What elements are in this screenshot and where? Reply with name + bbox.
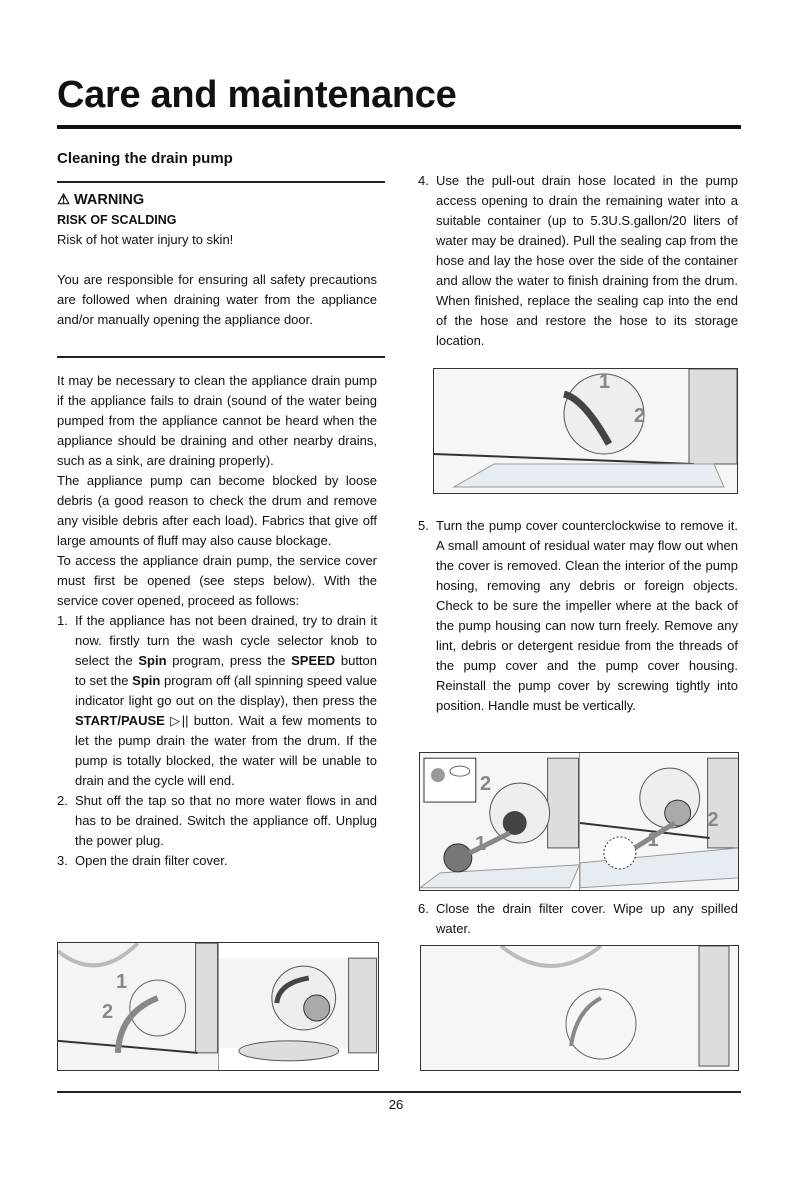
step-text-bold: SPEED <box>291 653 336 668</box>
step-text-bold: Spin <box>138 653 167 668</box>
step-text-bold: Spin <box>132 673 161 688</box>
step-3 <box>57 851 377 871</box>
figure-panel <box>434 369 737 493</box>
figure-label-1: 1 <box>475 833 487 855</box>
step-text: Open the drain filter cover. <box>75 853 228 868</box>
page-number: 26 <box>388 1097 404 1112</box>
step-text: program, press the <box>166 653 292 668</box>
step-5 <box>418 516 738 716</box>
figure-panel <box>420 753 579 890</box>
pump-cover-open-illustration <box>219 943 379 1070</box>
figure-label-2: 2 <box>707 809 719 831</box>
right-column-step4 <box>418 171 738 351</box>
figure-label-1: 1 <box>647 829 659 851</box>
step-text-bold: START/PAUSE <box>75 713 165 728</box>
intro-text <box>57 371 377 871</box>
figure-panel <box>218 943 379 1070</box>
washer-cover-illustration <box>58 943 218 1070</box>
figure-pump-cover <box>419 752 739 891</box>
figure-label-2: 2 <box>102 1001 114 1023</box>
remove-pump-cover-illustration <box>420 753 579 890</box>
warning-label: WARNING <box>74 192 145 208</box>
title-rule <box>57 125 741 129</box>
step-text: Turn the pump cover counterclockwise to remove it. A small amount of residual water may flow out when the cover is removed. Clean the interior of the pump hosing, removing any debris or foreign objects. Check to be sure the impeller where at the back of the pump housing can now turn freely. Remove any lint, debris or detergent residue from the threads of the pump cover and the pump cover housing. Reinstall the pump cover by screwing tightly into position. Handle must be vertically. <box>436 518 738 713</box>
step-number: 3. <box>57 853 68 868</box>
warning-box <box>57 190 377 330</box>
figure-panel <box>579 753 739 890</box>
step-1 <box>57 611 377 791</box>
step-text: program off (all spinning speed value indicator light go out on the display), then press the <box>75 673 377 708</box>
steps-list-left <box>57 611 377 871</box>
page-title: Care and maintenance <box>57 74 457 116</box>
warning-body: You are responsible for ensuring all safety precautions are followed when draining water from the appliance and/or manually opening the appliance door. <box>57 272 377 327</box>
warning-triangle-icon: ⚠ <box>57 192 70 208</box>
close-cover-illustration <box>421 946 738 1070</box>
figure-label-1: 1 <box>116 971 128 993</box>
footer-rule <box>57 1091 741 1093</box>
step-number: 4. <box>418 173 429 188</box>
section-title: Cleaning the drain pump <box>57 150 233 167</box>
risk-title: RISK OF SCALDING <box>57 213 177 227</box>
step-text: button to set the <box>75 653 377 688</box>
step-text: Close the drain filter cover. Wipe up any spilled water. <box>436 901 738 936</box>
warning-bottom-rule <box>57 356 385 358</box>
figure-close-cover <box>420 945 739 1071</box>
warning-top-rule <box>57 181 385 183</box>
drain-hose-illustration <box>434 369 737 493</box>
figure-open-cover <box>57 942 379 1071</box>
right-column-step5 <box>418 516 738 716</box>
figure-label-1: 1 <box>599 371 611 393</box>
intro-paragraph: To access the appliance drain pump, the service cover must first be opened (see steps below). With the service cover opened, proceed as follows: <box>57 553 377 608</box>
step-text: Use the pull-out drain hose located in the pump access opening to drain the remaining water into a suitable container (up to 5.3U.S.gallon/20 liters of water may be drained). Pull the sealing cap from the hose and lay the hose over the side of the container and allow the water to finish draining from the drum. When finished, replace the sealing cap into the end of the hose and restore the hose to its storage location. <box>436 173 738 348</box>
figure-panel <box>421 946 738 1070</box>
step-number: 6. <box>418 901 429 916</box>
intro-paragraph: The appliance pump can become blocked by loose debris (a good reason to check the drum and remove any visible debris after each load). Fabrics that give off large amounts of fluff may also cause blockage. <box>57 473 377 548</box>
risk-text: Risk of hot water injury to skin! <box>57 232 234 247</box>
step-text: If the appliance has not been drained, try to drain it now. firstly turn the wash cycle selector knob to select the <box>75 613 377 668</box>
step-number: 1. <box>57 613 68 628</box>
step-4 <box>418 171 738 351</box>
intro-paragraph: It may be necessary to clean the appliance drain pump if the appliance fails to drain (sound of the water being pumped from the appliance cannot be heard when the appliance should be draining and other nearby drains, such as a sink, are draining properly). <box>57 373 377 468</box>
figure-label-2: 2 <box>634 405 646 427</box>
step-text: ▷|| button. Wait a few moments to let the pump drain the water from the drum. If the pump is totally blocked, the water will be unable to drain and the cycle will end. <box>75 713 377 788</box>
step-number: 5. <box>418 518 429 533</box>
left-column <box>57 149 385 169</box>
figure-panel <box>58 943 218 1070</box>
step-text: Shut off the tap so that no more water flows in and has to be drained. Switch the appliance off. Unplug the power plug. <box>75 793 377 848</box>
step-2 <box>57 791 377 851</box>
figure-drain-hose <box>433 368 738 494</box>
right-column-step6 <box>418 899 738 939</box>
figure-label-2: 2 <box>480 773 492 795</box>
step-number: 2. <box>57 793 68 808</box>
step-6 <box>418 899 738 939</box>
